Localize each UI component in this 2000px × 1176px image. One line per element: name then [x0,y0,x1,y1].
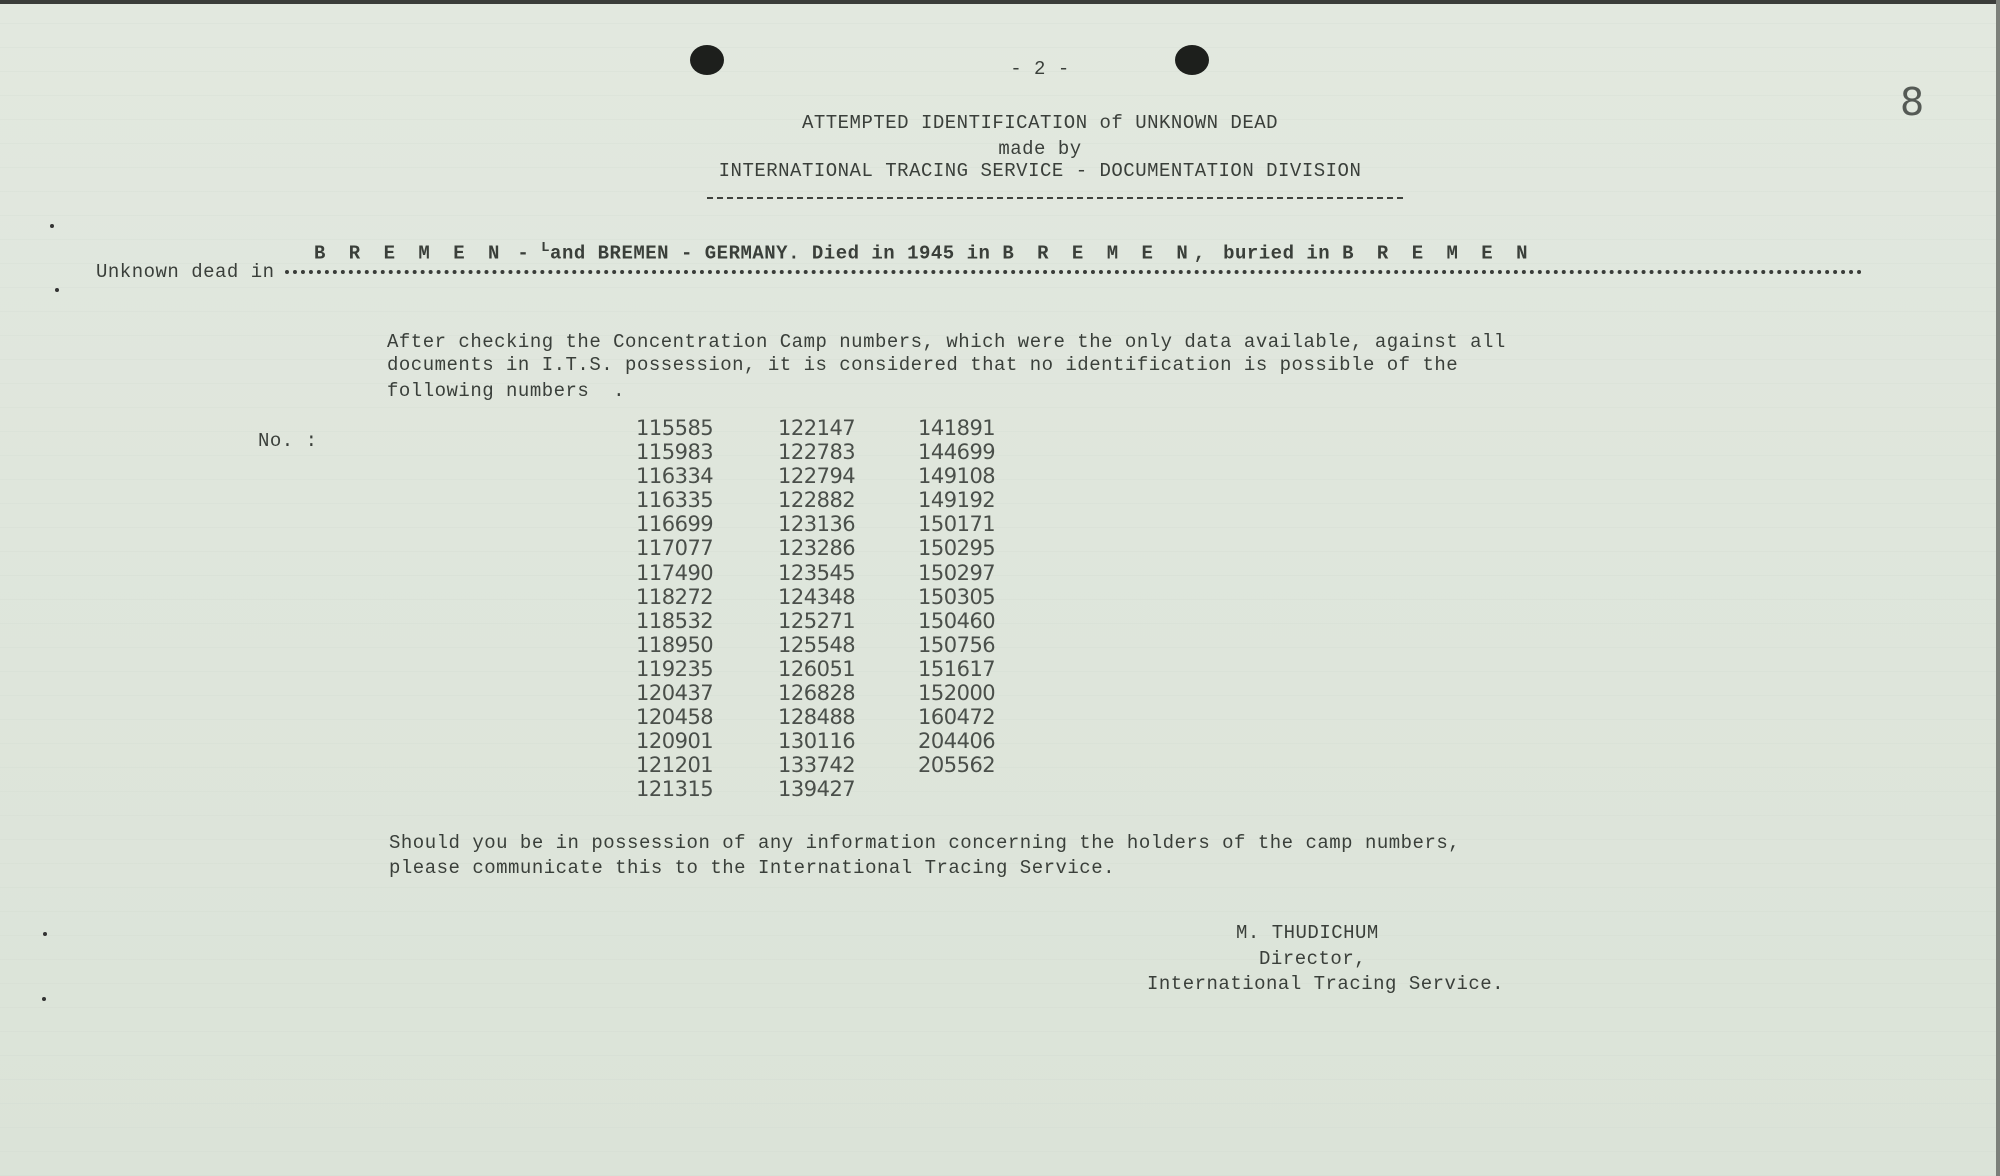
camp-number: 149192 [918,488,996,513]
number-label: No. : [258,430,318,452]
place-d: B R E M E N [1342,242,1534,265]
superscript: L [541,240,551,256]
dash: - [517,242,530,265]
camp-number: 150171 [918,512,996,537]
paragraph1-line1: After checking the Concentration Camp numbers, which were the only data available, against all [387,331,1506,353]
camp-number: 122783 [778,440,856,465]
camp-number: 124348 [778,584,856,609]
margin-mark [55,288,59,292]
camp-number: 150295 [918,536,996,561]
camp-number: 204406 [918,729,996,754]
camp-number: 151617 [918,656,996,681]
camp-number: 117077 [636,536,714,561]
margin-mark [42,997,46,1001]
camp-number: 117490 [636,560,714,585]
camp-number: 116335 [636,488,714,513]
camp-number: 144699 [918,440,996,465]
camp-number: 150297 [918,560,996,585]
camp-number: 125548 [778,632,856,657]
page-number: - 2 - [1010,58,1070,80]
numbers-column-2 [778,416,855,802]
camp-number: 116699 [636,512,714,537]
camp-number: 119235 [636,656,714,681]
signatory-name: M. THUDICHUM [1236,922,1379,944]
camp-number: 130116 [778,729,856,754]
margin-mark [50,224,54,228]
unknown-dead-places [314,240,1534,264]
camp-number: 120901 [636,729,714,754]
numbers-column-3 [918,416,995,777]
camp-number: 118272 [636,584,714,609]
camp-number: 115983 [636,440,714,465]
buried-label: buried in [1223,242,1331,265]
camp-number: 149108 [918,464,996,489]
camp-number: 123545 [778,560,856,585]
margin-mark [43,932,47,936]
numbers-column-1 [636,416,713,802]
title-line-3: INTERNATIONAL TRACING SERVICE - DOCUMENTATION DIVISION [718,160,1362,182]
camp-number: 139427 [778,777,856,802]
camp-number: 150460 [918,608,996,633]
title-underline [707,197,1403,199]
dotted-leader [285,270,1863,274]
title-line-1: ATTEMPTED IDENTIFICATION of UNKNOWN DEAD [801,112,1279,134]
place-a: B R E M E N [314,242,506,265]
title-line-2: made by [998,138,1082,160]
punch-hole-right [1175,45,1209,75]
paragraph2-line2: please communicate this to the International Tracing Service. [389,857,1116,879]
camp-number: 152000 [918,681,996,706]
paragraph1-line2: documents in I.T.S. possession, it is considered that no identification is possible of the [387,354,1459,376]
camp-number: 118950 [636,632,714,657]
camp-number: 120437 [636,681,714,706]
signatory-organization: International Tracing Service. [1147,973,1505,995]
camp-number: 126828 [778,681,856,706]
camp-number: 115585 [636,416,714,440]
paragraph1-line3: following numbers . [387,380,626,402]
paragraph2-line1: Should you be in possession of any information concerning the holders of the camp numbers, [389,832,1461,854]
camp-number: 116334 [636,464,714,489]
right-border [1996,0,2000,1176]
unknown-dead-label: Unknown dead in [96,261,275,283]
signatory-title: Director, [1259,948,1367,970]
camp-number: 141891 [918,416,996,440]
folio-number: 8 [1900,80,1925,124]
camp-number: 121201 [636,753,714,778]
place-b: and BREMEN - GERMANY. Died in 1945 in [550,242,991,265]
camp-number: 150305 [918,584,996,609]
camp-number: 122147 [778,416,856,440]
camp-number: 150756 [918,632,996,657]
camp-number: 122794 [778,464,856,489]
camp-number: 133742 [778,753,856,778]
place-c: B R E M E N, [1002,242,1212,265]
camp-number: 122882 [778,488,856,513]
camp-number: 128488 [778,705,856,730]
camp-number: 205562 [918,753,996,778]
top-border [0,0,2000,4]
camp-number: 118532 [636,608,714,633]
camp-number: 121315 [636,777,714,802]
camp-number: 160472 [918,705,996,730]
camp-number: 125271 [778,608,856,633]
punch-hole-left [690,45,724,75]
camp-number: 126051 [778,656,856,681]
camp-number: 120458 [636,705,714,730]
camp-number: 123286 [778,536,856,561]
camp-number: 123136 [778,512,856,537]
